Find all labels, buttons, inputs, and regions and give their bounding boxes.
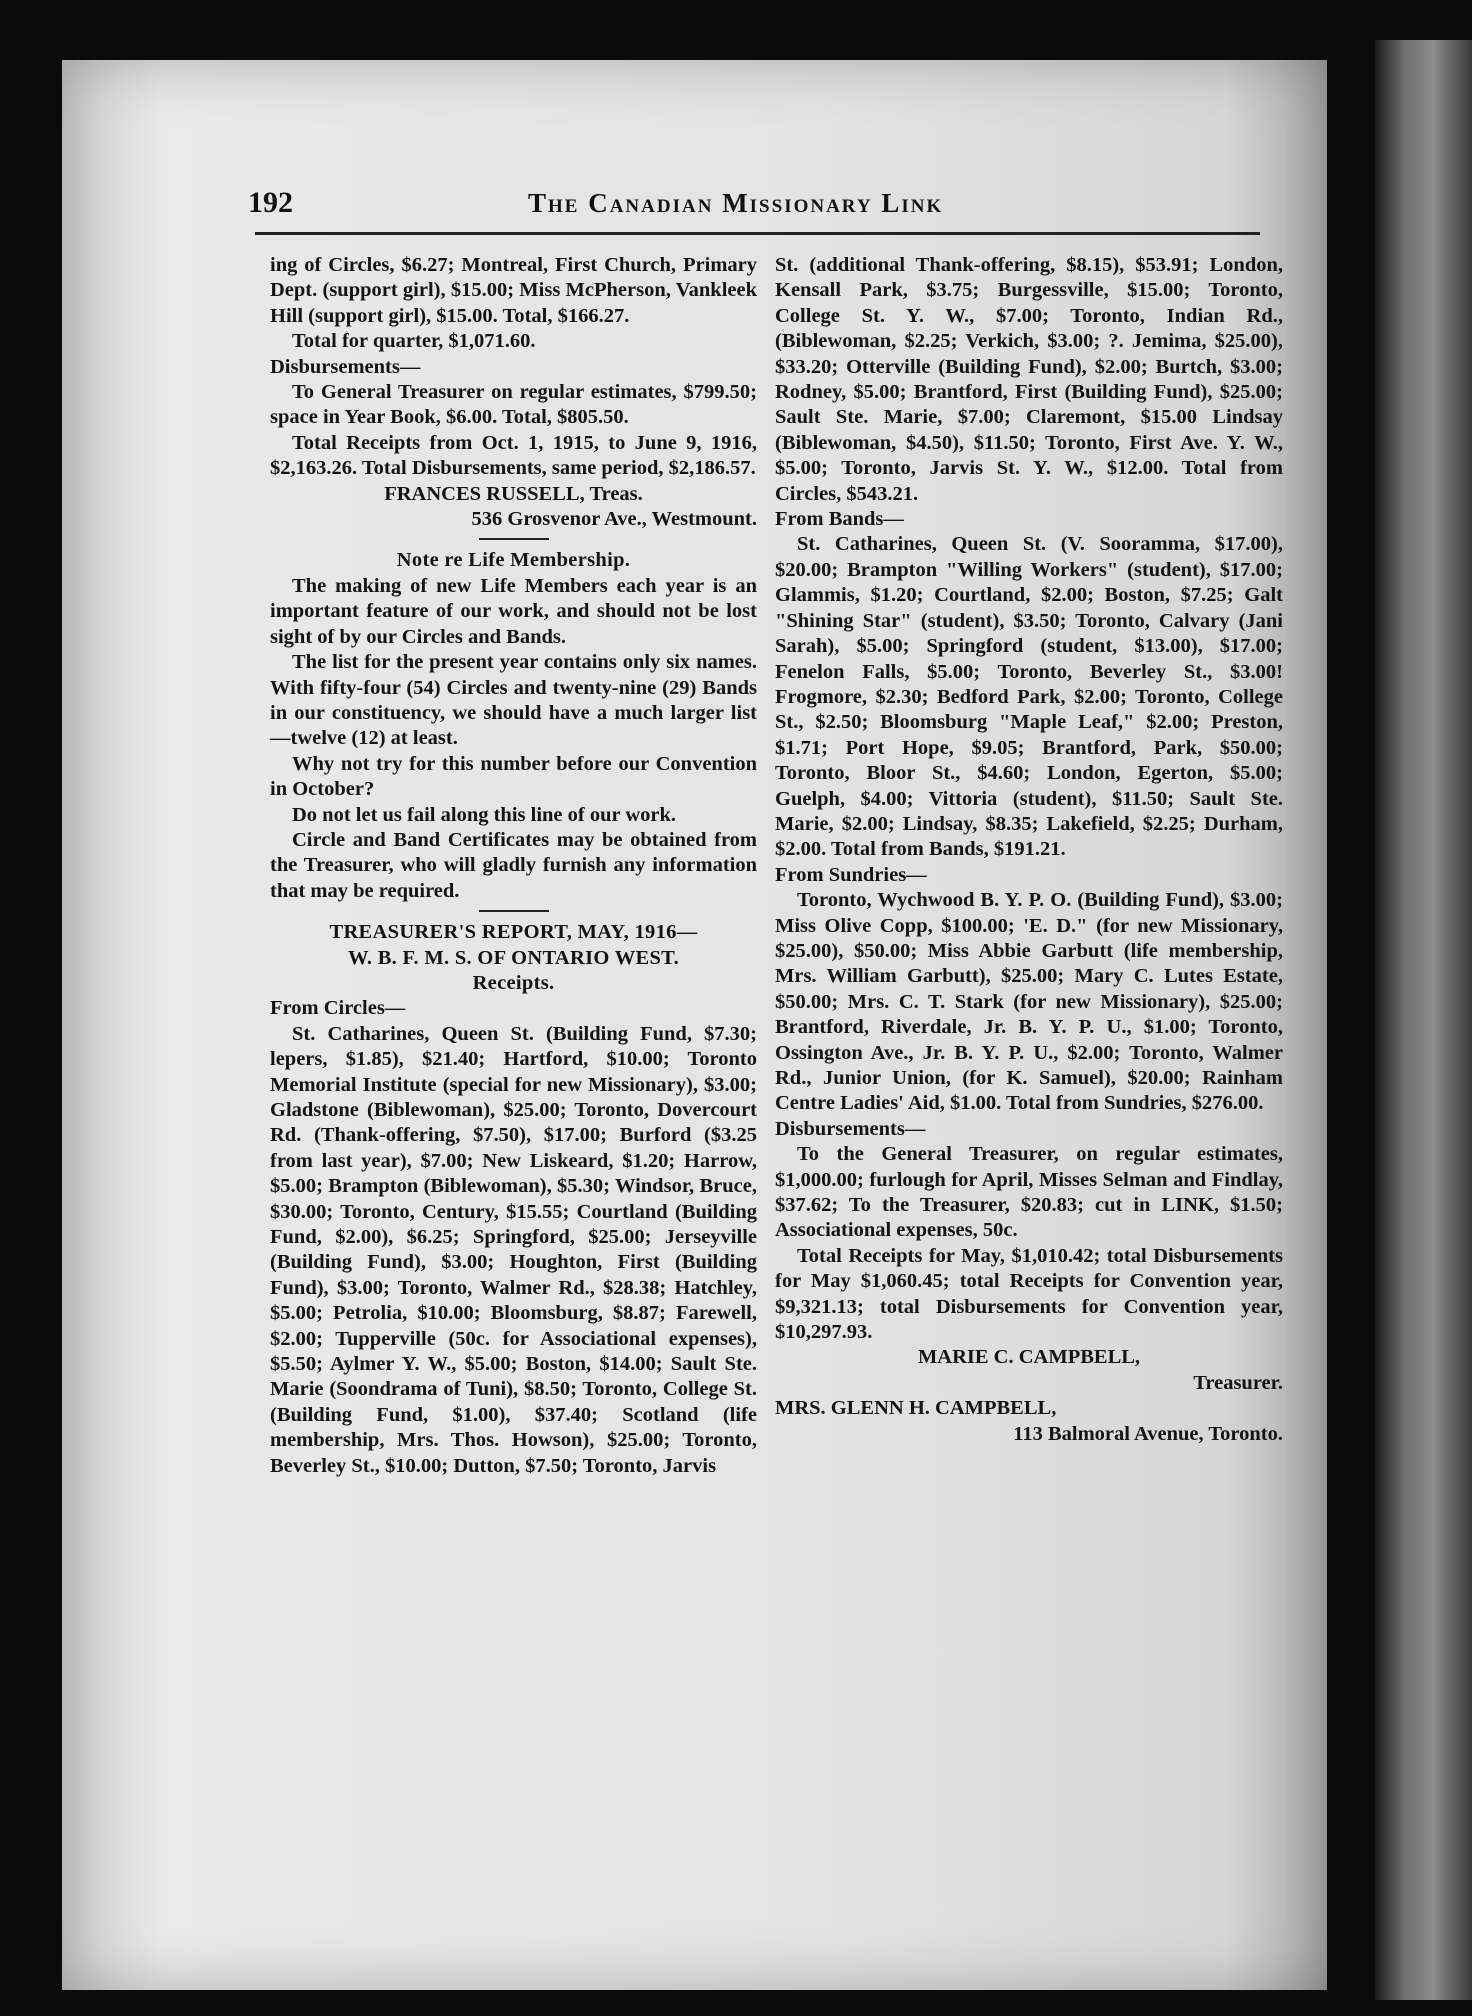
paragraph: To General Treasurer on regular estimates, $799.50; space in Year Book, $6.00. Total, $805.50. — [270, 381, 757, 429]
signature-name: FRANCES RUSSELL, Treas. — [384, 482, 643, 505]
paragraph: Why not try for this number before our Convention in October? — [270, 752, 757, 801]
paragraph: Total for quarter, $1,071.60. — [292, 330, 536, 353]
left-column — [270, 253, 757, 1479]
paragraph: Total Receipts from Oct. 1, 1915, to June 9, 1916, $2,163.26. Total Disbursements, same period, $2,186.57. — [270, 431, 757, 480]
section-label: From Bands— — [775, 508, 904, 531]
paragraph: The making of new Life Members each year is an important feature of our work, and should not be lost sight of by our Circles and Bands. — [270, 574, 757, 648]
paragraph: The list for the present year contains only six names. With fifty-four (54) Circles and twenty-nine (29) Bands in our constituency, we should have a much larger list—twelve (12) at least. — [270, 651, 757, 750]
paragraph: Do not let us fail along this line of our work. — [292, 803, 677, 826]
signature-address: 536 Grosvenor Ave., Westmount. — [471, 508, 757, 531]
paragraph: ing of Circles, $6.27; Montreal, First Church, Primary Dept. (support girl), $15.00; Miss McPherson, Vankleek Hill (support girl), $15.00. Total, $166.27. — [270, 254, 757, 327]
section-label: From Sundries— — [775, 863, 927, 886]
right-column — [775, 253, 1283, 1447]
paragraph: St. Catharines, Queen St. (V. Sooramma, $17.00), $20.00; Brampton "Willing Workers" (student), $17.00; Glammis, $1.20; Courtland, $2.00; Boston, $7.25; Galt "Shining Star" (student), $3.50; Toronto, Calvary (Jani Sarah), $5.00; Springford (student, $13.00), $17.00; Fenelon Falls, $5.00; Toronto, Beverley St., $3.00! Frogmore, $2.30; Bedford Park, $2.00; Toronto, College St., $2.50; Bloomsburg "Maple Leaf," $2.00; Preston, $1.71; Port Hope, $9.05; Brantford, Park, $50.00; Toronto, Bloor St., $4.60; London, Egerton, $5.00; Guelph, $4.00; Vittoria (student), $11.50; Sault Ste. Marie, $2.00; Lindsay, $8.35; Lakefield, $2.25; Durham, $2.00. Total from Bands, $191.21. — [775, 533, 1283, 861]
adjacent-page-edge — [1375, 40, 1472, 2000]
paragraph: St. Catharines, Queen St. (Building Fund, $7.30; lepers, $1.85), $21.40; Hartford, $10.00; Toronto Memorial Institute (special for new Missionary), $3.00; Gladstone (Biblewoman), $25.00; Toronto, Dovercourt Rd. (Thank-offering, $7.50), $17.00; Burford ($3.25 from last year), $7.00; New Liskeard, $1.20; Harrow, $5.00; Brampton (Biblewoman), $5.30; Windsor, Bruce, $30.00; Toronto, Century, $15.55; Courtland (Building Fund, $2.00), $6.25; Springford, $25.00; Jerseyville (Building Fund), $3.00; Houghton, First (Building Fund), $3.00; Toronto, Walmer Rd., $28.38; Hatchley, $5.00; Petrolia, $10.00; Bloomsburg, $8.87; Farewell, $2.00; Tupperville (50c. for Associational expenses), $5.50; Aylmer Y. W., $5.00; Boston, $14.00; Sault Ste. Marie (Soondrama of Tuni), $8.50; Toronto, College St. (Building Fund, $1.00), $37.40; Scotland (life membership, Mrs. Thos. Howson), $25.00; Toronto, Beverley St., $10.00; Dutton, $7.50; Toronto, Jarvis — [270, 1022, 757, 1477]
paragraph: Toronto, Wychwood B. Y. P. O. (Building Fund), $3.00; Miss Olive Copp, $100.00; 'E. D." (for new Missionary, $25.00), $50.00; Miss Abbie Garbutt (life membership, Mrs. William Garbutt), $25.00; Mary C. Lutes Estate, $50.00; Mrs. C. T. Stark (for new Missionary), $25.00; Brantford, Riverdale, Jr. B. Y. P. U., $1.00; Toronto, Ossington Ave., Jr. B. Y. P. U., $2.00; Toronto, Walmer Rd., Junior Union, (for K. Samuel), $20.00; Rainham Centre Ladies' Aid, $1.00. Total from Sundries, $276.00. — [775, 889, 1283, 1115]
section-divider — [479, 538, 549, 540]
signature-name: MRS. GLENN H. CAMPBELL, — [775, 1397, 1057, 1420]
signature-name: MARIE C. CAMPBELL, — [917, 1346, 1141, 1369]
page-number: 192 — [248, 186, 293, 219]
section-divider — [479, 910, 549, 912]
paragraph: Total Receipts for May, $1,010.42; total Disbursements for May $1,060.45; total Receipts for Convention year, $9,321.13; total Disbursements for Convention year, $10,297.93. — [775, 1244, 1283, 1344]
paragraph: St. (additional Thank-offering, $8.15), $53.91; London, Kensall Park, $3.75; Burgessville, $15.00; Toronto, College St. Y. W., $7.00; Toronto, Indian Rd., (Biblewoman, $2.25; Verkich, $3.00; ?. Jemima, $25.00), $33.20; Otterville (Building Fund), $2.00; Burtch, $3.00; Rodney, $5.00; Brantford, First (Building Fund), $25.00; Sault Ste. Marie, $7.00; Claremont, $15.00 Lindsay (Biblewoman, $4.50), $11.50; Toronto, First Ave. Y. W., $5.00; Toronto, Jarvis St. Y. W., $12.00. Total from Circles, $543.21. — [775, 254, 1283, 505]
report-subheading: W. B. F. M. S. OF ONTARIO WEST. — [347, 946, 680, 969]
paragraph: Circle and Band Certificates may be obtained from the Treasurer, who will gladly furnish any information that may be required. — [270, 828, 757, 902]
receipts-heading: Receipts. — [472, 971, 555, 994]
running-title: The Canadian Missionary Link — [528, 188, 944, 218]
signature-address: 113 Balmoral Avenue, Toronto. — [1013, 1422, 1283, 1445]
note-heading: Note re Life Membership. — [396, 549, 631, 572]
paragraph: To the General Treasurer, on regular estimates, $1,000.00; furlough for April, Misses Selman and Findlay, $37.62; To the Treasurer, $20.83; cut in LINK, $1.50; Associational expenses, 50c. — [775, 1143, 1283, 1242]
page-header — [248, 186, 1258, 236]
report-heading: TREASURER'S REPORT, MAY, 1916— — [329, 921, 698, 944]
section-label: From Circles— — [270, 997, 406, 1020]
section-label: Disbursements— — [270, 355, 421, 378]
section-label: Disbursements— — [775, 1117, 926, 1140]
signature-title: Treasurer. — [1193, 1371, 1283, 1394]
header-rule — [255, 232, 1260, 235]
